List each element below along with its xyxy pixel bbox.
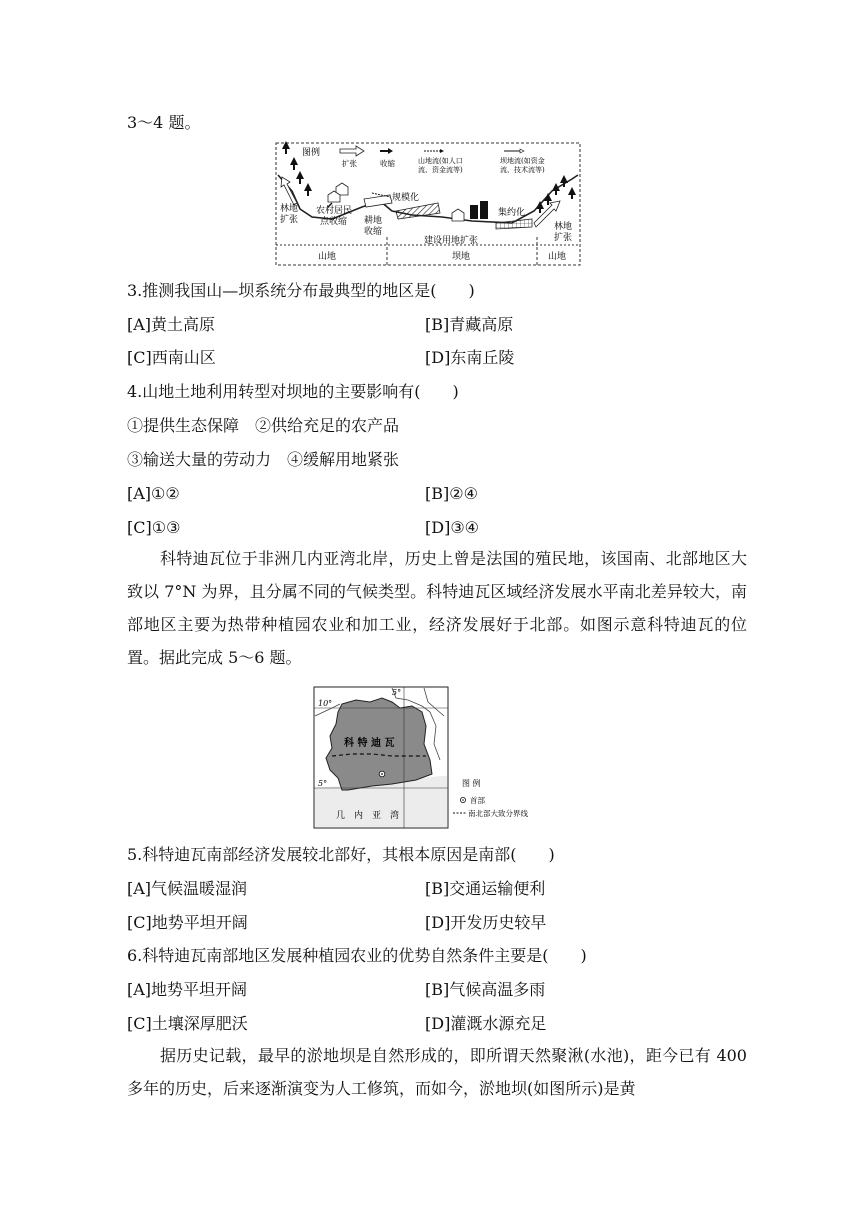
passage-check-dam: 据历史记载，最早的淤地坝是自然形成的，即所谓天然聚湫(水池)，距今已有 400 多年的历史，后来逐渐演变为人工修筑，而如今，淤地坝(如图所示)是黄 — [127, 1046, 747, 1098]
construction-icon — [470, 201, 488, 219]
gulf-label: 几 内 亚 湾 — [336, 811, 400, 821]
q4-option-a[interactable]: [A]①② — [127, 484, 180, 503]
country-label: 科 特 迪 瓦 — [344, 738, 395, 749]
intro-tail: 3～4 题。 — [127, 113, 201, 132]
construction-label: 建设用地扩张 — [424, 236, 479, 246]
q3-option-a[interactable]: [A]黄土高原 — [127, 315, 216, 334]
legend-mountain-flow-1: 山地流(如人口 — [418, 157, 463, 165]
q4-option-b[interactable]: [B]②④ — [425, 484, 478, 503]
q4-items-2: ③输送大量的劳动力 ④缓解用地紧张 — [127, 450, 400, 469]
zone-middle-label: 坝地 — [452, 252, 471, 262]
forest-expand-right-1: 林地 — [554, 222, 573, 232]
zone-right-label: 山地 — [548, 252, 567, 262]
legend-title: 图例 — [302, 148, 321, 158]
lon-5-label: 5° — [392, 688, 402, 697]
q3-stem: 3.推测我国山—坝系统分布最典型的地区是( ) — [127, 281, 475, 300]
legend-dam-flow-1: 坝地流(如资金 — [500, 157, 545, 165]
zone-left-label: 山地 — [318, 252, 337, 262]
q6-option-a[interactable]: [A]地势平坦开阔 — [127, 980, 248, 999]
map-legend-capital: 首部 — [470, 796, 485, 805]
forest-expand-left-1: 林地 — [280, 204, 299, 214]
legend-dam-flow-2: 流、技术流等) — [500, 166, 545, 174]
legend-expand: 扩张 — [342, 159, 357, 168]
forest-expand-right-2: 扩张 — [554, 233, 573, 243]
q4-option-c[interactable]: [C]①③ — [127, 518, 181, 537]
forest-expand-left-2: 扩张 — [280, 215, 299, 225]
passage-cote-divoire: 科特迪瓦位于非洲几内亚湾北岸，历史上曾是法国的殖民地，该国南、北部地区大致以 7°N 为界，且分属不同的气候类型。科特迪瓦区域经济发展水平南北差异较大，南部地区主要为热带种植园农业和加工业，经济发展好于北部。如图示意科特迪瓦的位置。据此完成 5～6 题。 — [127, 549, 747, 667]
map-legend-title: 图 例 — [462, 779, 481, 788]
q6-option-b[interactable]: [B]气候高温多雨 — [425, 980, 546, 999]
q3-option-b[interactable]: [B]青藏高原 — [425, 315, 514, 334]
cote-divoire-map — [312, 686, 548, 830]
q3-option-d[interactable]: [D]东南丘陵 — [425, 348, 515, 367]
rural-shrink-2: 点收缩 — [320, 217, 348, 227]
q6-option-d[interactable]: [D]灌溉水源充足 — [425, 1014, 547, 1033]
q5-option-b[interactable]: [B]交通运输便利 — [425, 879, 546, 898]
legend-shrink: 收缩 — [380, 159, 395, 168]
scale-up-label: 规模化 — [392, 193, 420, 203]
q5-option-c[interactable]: [C]地势平坦开阔 — [127, 913, 248, 932]
map-legend-boundary: 南北部大致分界线 — [468, 809, 528, 818]
q3-option-c[interactable]: [C]西南山区 — [127, 348, 216, 367]
intensify-label: 集约化 — [498, 208, 526, 218]
q4-stem: 4.山地土地利用转型对坝地的主要影响有( ) — [127, 382, 459, 401]
q6-stem: 6.科特迪瓦南部地区发展种植园农业的优势自然条件主要是( ) — [127, 946, 587, 965]
q5-stem: 5.科特迪瓦南部经济发展较北部好，其根本原因是南部( ) — [127, 845, 555, 864]
arable-shrink-2: 收缩 — [364, 227, 383, 237]
lat-10-label: 10° — [318, 699, 333, 708]
q5-option-a[interactable]: [A]气候温暖湿润 — [127, 879, 248, 898]
land-use-transition-diagram — [272, 139, 584, 267]
q4-option-d[interactable]: [D]③④ — [425, 518, 479, 537]
legend-mountain-flow-2: 流、资金流等) — [418, 166, 463, 174]
q5-option-d[interactable]: [D]开发历史较早 — [425, 913, 547, 932]
lat-5-label: 5° — [318, 779, 328, 788]
q4-items-1: ①提供生态保障 ②供给充足的农产品 — [127, 416, 400, 435]
q6-option-c[interactable]: [C]土壤深厚肥沃 — [127, 1014, 248, 1033]
rural-shrink-1: 农村居民 — [316, 206, 353, 216]
arable-shrink-1: 耕地 — [364, 216, 383, 226]
